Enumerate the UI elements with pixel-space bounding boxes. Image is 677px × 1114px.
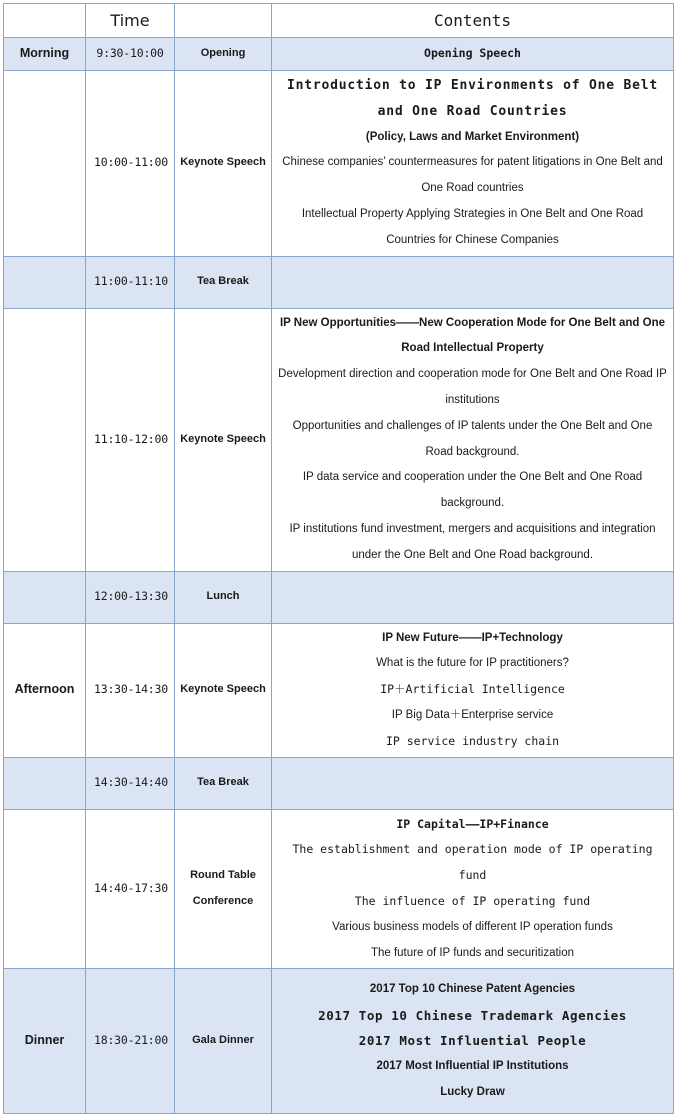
table-row — [4, 623, 674, 757]
agenda-table — [3, 3, 674, 1114]
format-cell: Opening — [175, 38, 272, 71]
content-line: Chinese companies’ countermeasures for patent litigations in One Belt and One Road countries — [282, 156, 663, 195]
table-row — [4, 256, 674, 308]
format-cell: Keynote Speech — [175, 71, 272, 257]
content-line: Intellectual Property Applying Strategies in One Belt and One Road Countries for Chinese Companies — [301, 207, 644, 246]
table-row — [4, 308, 674, 571]
time-cell: 11:00-11:10 — [86, 256, 175, 308]
content-line: (Policy, Laws and Market Environment) — [365, 130, 580, 143]
content-line: IP New Future——IP+Technology — [382, 631, 563, 644]
format-cell: Tea Break — [175, 256, 272, 308]
format-cell: Tea Break — [175, 757, 272, 809]
content-line: Various business models of different IP operation funds — [332, 920, 613, 933]
content-line: IP Capital——IP+Finance — [396, 816, 549, 831]
content-line: IP data service and cooperation under the One Belt and One Road background. — [302, 471, 643, 510]
header-row — [4, 4, 674, 38]
format-cell: Keynote Speech — [175, 623, 272, 757]
table-row — [4, 809, 674, 969]
content-line: Development direction and cooperation mode for One Belt and One Road IP institutions — [278, 368, 667, 406]
content-line: IP＋Artificial Intelligence — [380, 682, 565, 697]
time-cell: 9:30-10:00 — [86, 38, 175, 71]
table-row — [4, 969, 674, 1114]
content-line: IP service industry chain — [385, 733, 560, 748]
content-line: IP institutions fund investment, mergers and acquisitions and integration under the One Belt and One Road background. — [289, 522, 656, 561]
header-contents: Contents — [272, 4, 674, 38]
content-line: 2017 Top 10 Chinese Trademark Agencies — [318, 1007, 627, 1023]
content-line: The future of IP funds and securitization — [370, 946, 575, 959]
content-line: Introduction to IP Environments of One Belt and One Road Countries — [287, 78, 658, 119]
time-cell: 18:30-21:00 — [86, 969, 175, 1114]
time-cell: 12:00-13:30 — [86, 571, 175, 623]
period-cell — [4, 256, 86, 308]
period-cell — [4, 571, 86, 623]
period-cell: Dinner — [4, 969, 86, 1114]
contents-cell — [272, 969, 674, 1114]
period-cell — [4, 809, 86, 969]
contents-cell — [272, 809, 674, 969]
content-line: Lucky Draw — [440, 1086, 505, 1098]
contents-cell — [272, 308, 674, 571]
period-cell: Morning — [4, 38, 86, 71]
table-row — [4, 757, 674, 809]
period-cell: Afternoon — [4, 623, 86, 757]
contents-cell — [272, 71, 674, 257]
time-cell: 14:40-17:30 — [86, 809, 175, 969]
content-line: Opening Speech — [424, 46, 521, 61]
content-line: What is the future for IP practitioners? — [376, 657, 569, 670]
content-line: Opportunities and challenges of IP talents under the One Belt and One Road background. — [292, 419, 653, 458]
header-format — [175, 4, 272, 38]
format-cell: Gala Dinner — [175, 969, 272, 1114]
period-cell — [4, 308, 86, 571]
table-row — [4, 71, 674, 257]
content-line: 2017 Most Influential People — [358, 1033, 587, 1049]
contents-cell — [272, 38, 674, 71]
table-row — [4, 38, 674, 71]
format-cell: Keynote Speech — [175, 308, 272, 571]
format-cell: Round Table Conference — [175, 809, 272, 969]
content-line: IP New Opportunities——New Cooperation Mode for One Belt and One Road Intellectual Property — [279, 316, 666, 355]
content-line: The establishment and operation mode of IP operating fund — [292, 842, 653, 883]
format-cell: Lunch — [175, 571, 272, 623]
content-line: 2017 Most Influential IP Institutions — [376, 1060, 569, 1073]
content-line: IP Big Data＋Enterprise service — [391, 708, 554, 721]
contents-cell — [272, 256, 674, 308]
period-cell — [4, 71, 86, 257]
contents-cell — [272, 571, 674, 623]
time-cell: 14:30-14:40 — [86, 757, 175, 809]
contents-cell — [272, 757, 674, 809]
header-time: Time — [86, 4, 175, 38]
period-cell — [4, 757, 86, 809]
contents-cell — [272, 623, 674, 757]
time-cell: 13:30-14:30 — [86, 623, 175, 757]
header-period — [4, 4, 86, 38]
content-line: 2017 Top 10 Chinese Patent Agencies — [369, 982, 576, 995]
time-cell: 11:10-12:00 — [86, 308, 175, 571]
content-line: The influence of IP operating fund — [354, 893, 591, 908]
table-row — [4, 571, 674, 623]
time-cell: 10:00-11:00 — [86, 71, 175, 257]
